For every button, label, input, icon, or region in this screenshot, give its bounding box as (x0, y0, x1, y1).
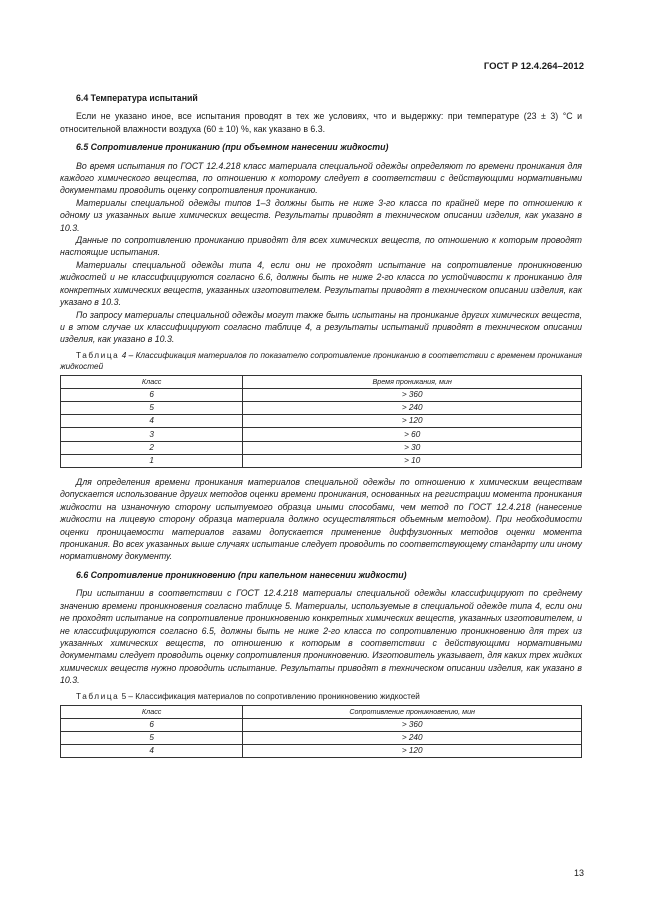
table-cell-class: 4 (61, 745, 243, 758)
table-cell-class: 5 (61, 402, 243, 415)
table-cell-time: > 240 (243, 731, 582, 744)
table-cell-class: 1 (61, 454, 243, 467)
page-number: 13 (573, 868, 584, 878)
table-row (61, 441, 582, 454)
table-5-header-row (61, 705, 582, 718)
table-5-caption (60, 691, 582, 702)
section-6-4-title: 6.4 Температура испытаний (76, 93, 198, 103)
section-6-5-paragraph-5: По запросу материалы специальной одежды могут также быть испытаны на проникание других химических веществ, и в этом случае их классифицируют согласно таблице 4, а результаты испытаний приводят в техническом описании изделия, как указано в 10.3. (60, 309, 582, 345)
table-4-caption-label: Таблица (76, 350, 120, 360)
table-4 (60, 375, 582, 468)
table-cell-time: > 360 (243, 388, 582, 401)
table-cell-time: > 360 (243, 718, 582, 731)
table-cell-class: 6 (61, 718, 243, 731)
table-4-caption (60, 350, 582, 372)
section-6-5-paragraph-6: Для определения времени проникания материалов специальной одежды по отношению к химическим веществам допускается использование других методов оценки времени проникания, основанных на регистрации момента проникания жидкости на изнаночную сторону испытуемого образца иными способами, чем метод по ГОСТ 12.4.218 (нанесение жидкости на лицевую сторону образца материала должно осуществляться объемным методом). При необходимости оценки проницаемости материалов газами допускается применение диффузионных методов оценки момента проникания. Во всех указанных выше случаях испытание следует проводить по соответствующему стандарту или иному нормативному документу. (60, 477, 582, 562)
table-5-header-resistance: Сопротивление проникновению, мин (243, 705, 582, 718)
table-5-caption-text: 5 – Классификация материалов по сопротивлению проникновению жидкостей (119, 691, 420, 701)
section-6-6-title: 6.6 Сопротивление проникновению (при капельном нанесении жидкости) (76, 569, 407, 580)
table-cell-time: > 240 (243, 402, 582, 415)
table-4-header-class: Класс (61, 375, 243, 388)
table-cell-class: 2 (61, 441, 243, 454)
section-6-5-paragraph-4: Материалы специальной одежды типа 4, если они не проходят испытание на сопротивление проникновению жидкостей и не классифицируются согласно 6.6, должны быть не ниже 2-го класса по устойчивости к прониканию для конкретных химических веществ, указанных изготовителем. Результаты приводят в техническом описании изделия, как указано в 10.3. (60, 259, 582, 308)
table-row (61, 388, 582, 401)
table-4-caption-text: 4 – Классификация материалов по показателю сопротивление прониканию в соответствии с временем проникания жидкостей (60, 350, 582, 371)
table-row (61, 415, 582, 428)
table-cell-time: > 120 (243, 745, 582, 758)
table-cell-class: 3 (61, 428, 243, 441)
table-cell-time: > 60 (243, 428, 582, 441)
section-6-5-paragraph-2: Материалы специальной одежды типов 1–3 должны быть не ниже 3-го класса по крайней мере по отношению к одному из указанных выше химических веществ. Результаты приводят в техническом описании изделия, как указано в 10.3. (60, 197, 582, 233)
table-cell-time: > 120 (243, 415, 582, 428)
table-row (61, 428, 582, 441)
table-row (61, 402, 582, 415)
standard-number: ГОСТ Р 12.4.264–2012 (483, 61, 584, 72)
table-cell-class: 4 (61, 415, 243, 428)
section-6-4-paragraph: Если не указано иное, все испытания проводят в тех же условиях, что и выдержку: при температуре (23 ± 3) °С и относительной влажности воздуха (60 ± 10) %, как указано в 6.3. (60, 111, 582, 134)
section-6-6-paragraph: При испытании в соответствии с ГОСТ 12.4.218 материалы специальной одежды классифицируют по среднему значению времени проникновения согласно таблице 5. Материалы, используемые в специальной одежде типа 4, если они не проходят испытание на сопротивление проникновению конкретных химических веществ, указанных изготовителем, и не классифицируются согласно 6.5, должны быть не ниже 2-го класса по сопротивлению проникновению для трех из указанных химических веществ, по отношению к которым в соответствии с действующими нормативными документами следует проводить оценку сопротивления проникновению. Изготовитель указывает, для каких трех жидких химических веществ нужно проводить испытание. Результаты приводят в техническом описании изделия, как указано в 10.3. (60, 588, 582, 686)
table-4-header-row (61, 375, 582, 388)
table-5-header-class: Класс (61, 705, 243, 718)
table-5 (60, 705, 582, 759)
table-row (61, 454, 582, 467)
section-6-5-paragraph-3: Данные по сопротивлению прониканию приводят для всех химических веществ, по отношению к которым проводят настоящие испытания. (60, 235, 582, 258)
table-row (61, 718, 582, 731)
page-body (60, 92, 582, 758)
table-cell-time: > 30 (243, 441, 582, 454)
table-5-caption-label: Таблица (76, 691, 120, 701)
table-row (61, 745, 582, 758)
table-cell-class: 6 (61, 388, 243, 401)
table-cell-time: > 10 (243, 454, 582, 467)
table-row (61, 731, 582, 744)
table-4-header-time: Время проникания, мин (243, 375, 582, 388)
section-6-5-paragraph-1: Во время испытания по ГОСТ 12.4.218 класс материала специальной одежды определяют по времени проникания для каждого химического вещества, по отношению к которому следует в соответствии с действующими нормативными документами проводить оценку сопротивления прониканию. (60, 160, 582, 196)
table-cell-class: 5 (61, 731, 243, 744)
section-6-5-title: 6.5 Сопротивление прониканию (при объемном нанесении жидкости) (76, 142, 389, 153)
